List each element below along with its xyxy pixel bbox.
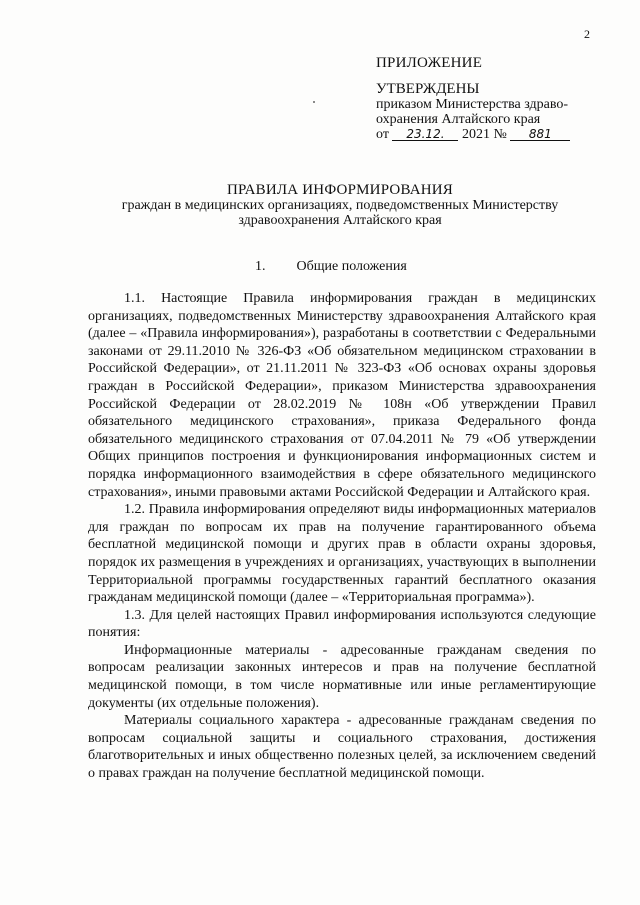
- page-number: 2: [584, 27, 590, 41]
- handwritten-date: 23.12.: [392, 128, 458, 141]
- section-title: Общие положения: [296, 259, 407, 274]
- paragraph-1-2: 1.2. Правила информирования определяют виды информационных материалов для граждан по вопросам их прав на получение гарантированного объема бесплатной медицинской помощи и других прав в области охраны здоровья, порядок их размещения в учреждениях и организациях, участвующих в выполнении Территориальной программы государственных гарантий бесплатного оказания гражданам медицинской помощи (далее – «Территориальная программа»).: [88, 502, 596, 606]
- title-line-3: здравоохранения Алтайского края: [238, 213, 442, 228]
- document-title: [60, 183, 620, 228]
- title-main: ПРАВИЛА ИНФОРМИРОВАНИЯ: [226, 182, 454, 198]
- order-line-2: охранения Алтайского края: [376, 112, 541, 127]
- approval-stamp-block: [376, 82, 570, 142]
- handwritten-number: 881: [510, 128, 570, 141]
- order-date-line: [376, 127, 570, 142]
- order-year: 2021: [461, 127, 490, 142]
- paragraph-1-1: 1.1. Настоящие Правила информирования граждан в медицинских организациях, подведомственных Министерству здравоохранения Алтайского края (далее – «Правила информирования»), разработаны в соответствии с Федеральными законами от 29.11.2010 № 326-ФЗ «Об обязательном медицинском страховании в Российской Федерации», от 21.11.2011 № 323-ФЗ «Об основах охраны здоровья граждан в Российской Федерации», приказом Министерства здравоохранения Российской Федерации от 28.02.2019 № 108н «Об утверждении Правил обязательного медицинского страхования», приказа Федерального фонда обязательного медицинского страхования от 07.04.2011 № 79 «Об утверждении Общих принципов построения и функционирования информационных систем и порядка информационного взаимодействия в сфере обязательного медицинского страхования», иными правовыми актами Российской Федерации и Алтайского края.: [88, 291, 596, 500]
- paragraph-1-3: 1.3. Для целей настоящих Правил информирования используются следующие понятия:: [88, 607, 596, 641]
- section-heading: [255, 259, 407, 275]
- appendix-label: ПРИЛОЖЕНИЕ: [376, 55, 483, 71]
- approved-label: УТВЕРЖДЕНЫ: [376, 81, 480, 97]
- scan-speck: [313, 101, 315, 103]
- definition-social-materials: Материалы социального характера - адресованные гражданам сведения по вопросам социальной защиты и социального страхования, достижения благотворительных и иных общественно полезных целей, за исключением сведений о правах граждан на получение бесплатной медицинской помощи.: [88, 713, 596, 782]
- definition-info-materials: Информационные материалы - адресованные гражданам сведения по вопросам реализации законных интересов и прав на получение бесплатной медицинской помощи, в том числе нормативные или иные регламентирующие документы (их отдельные положения).: [88, 642, 596, 711]
- number-sign: №: [493, 127, 507, 142]
- body-text: [88, 290, 596, 783]
- section-number: 1.: [255, 259, 266, 274]
- date-prefix: от: [376, 127, 389, 142]
- title-line-2: граждан в медицинских организациях, подведомственных Министерству: [121, 198, 559, 213]
- order-line-1: приказом Министерства здраво-: [376, 97, 569, 112]
